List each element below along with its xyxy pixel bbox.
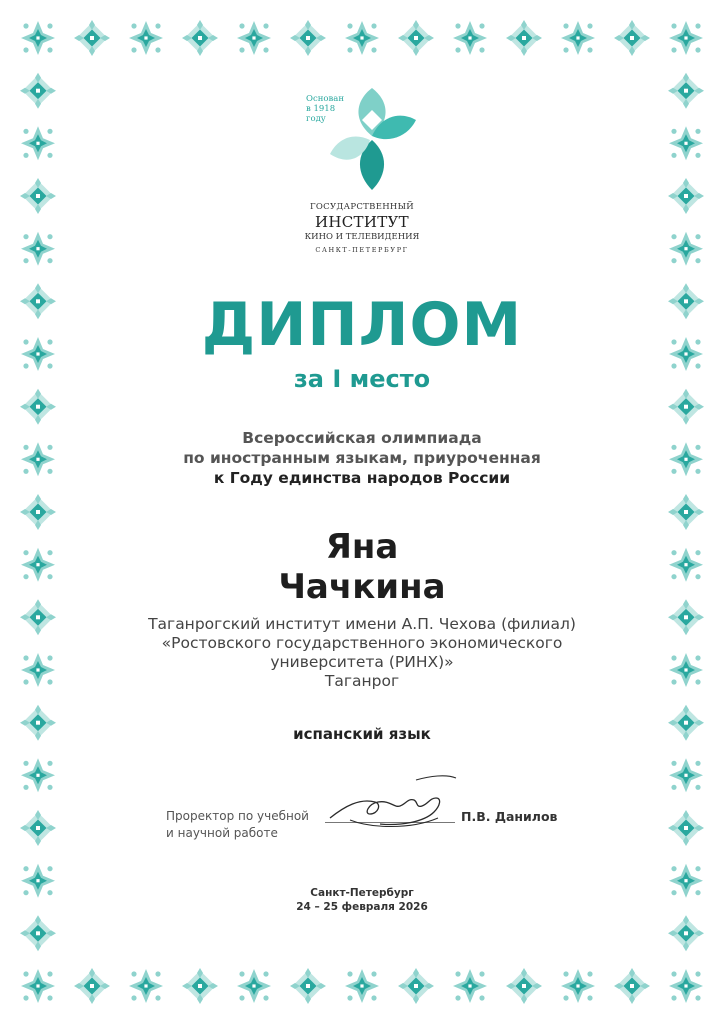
recipient-first-name: Яна (325, 527, 399, 567)
logo-text-line4: САНКТ-ПЕТЕРБУРГ (315, 246, 409, 254)
border-ornament-icon (614, 968, 650, 1004)
border-ornament-icon (237, 21, 271, 55)
border-ornament-icon (506, 20, 542, 56)
border-ornament-icon (20, 810, 56, 846)
border-ornament-icon (20, 494, 56, 530)
border-ornament-icon (614, 20, 650, 56)
logo-flower-icon (322, 80, 422, 198)
place-and-date (0, 886, 724, 914)
border-ornament-icon (669, 21, 703, 55)
border-ornament-icon (561, 969, 595, 1003)
border-ornament-icon (398, 20, 434, 56)
org-line1: Таганрогский институт имени А.П. Чехова (филиал) (148, 615, 576, 633)
logo-text-line2: ИНСТИТУТ (315, 213, 409, 231)
org-line3: университета (РИНХ)» (270, 653, 454, 671)
border-ornament-icon (345, 21, 379, 55)
border-ornament-icon (20, 389, 56, 425)
border-ornament-icon (182, 20, 218, 56)
signer-name: П.В. Данилов (461, 809, 558, 824)
border-ornament-icon (74, 968, 110, 1004)
border-ornament-icon (668, 389, 704, 425)
border-ornament-icon (129, 969, 163, 1003)
logo-text-line3: КИНО И ТЕЛЕВИДЕНИЯ (304, 232, 420, 242)
subject: испанский язык (293, 725, 431, 743)
border-ornament-icon (668, 915, 704, 951)
border-ornament-icon (669, 969, 703, 1003)
border-ornament-icon (21, 21, 55, 55)
border-ornament-icon (237, 969, 271, 1003)
border-ornament-icon (21, 969, 55, 1003)
logo-text-line1: ГОСУДАРСТВЕННЫЙ (309, 202, 415, 212)
border-ornament-icon (668, 73, 704, 109)
footer-date: 24 – 25 февраля 2026 (296, 901, 428, 913)
border-ornament-icon (506, 968, 542, 1004)
border-ornament-icon (668, 178, 704, 214)
signer-role-line1: Проректор по учебной (166, 809, 309, 823)
event-description (0, 428, 724, 488)
border-ornament-icon (20, 73, 56, 109)
border-ornament-icon (453, 21, 487, 55)
border-ornament-icon (129, 21, 163, 55)
award-place: за I место (293, 365, 431, 393)
border-ornament-icon (21, 232, 55, 266)
institute-logo (300, 80, 424, 260)
recipient-last-name: Чачкина (278, 567, 446, 607)
border-ornament-icon (74, 20, 110, 56)
border-ornament-icon (290, 968, 326, 1004)
recipient-name (0, 527, 724, 607)
border-ornament-icon (290, 20, 326, 56)
signer-role (166, 808, 309, 842)
border-ornament-icon (20, 178, 56, 214)
border-ornament-icon (668, 810, 704, 846)
border-ornament-icon (669, 126, 703, 160)
recipient-organization (0, 615, 724, 691)
border-ornament-icon (669, 232, 703, 266)
org-line4: Таганрог (324, 672, 400, 690)
border-ornament-icon (21, 758, 55, 792)
border-ornament-icon (561, 21, 595, 55)
logo-founded-text: Основан в 1918 году (306, 94, 345, 124)
border-ornament-icon (182, 968, 218, 1004)
org-line2: «Ростовского государственного экономического (161, 634, 563, 652)
handwritten-signature-icon (320, 768, 460, 838)
signer-role-line2: и научной работе (166, 826, 278, 840)
diploma-title: ДИПЛОМ (201, 290, 523, 360)
event-line2: по иностранным языкам, приуроченная (183, 449, 541, 467)
border-ornament-icon (21, 126, 55, 160)
footer-city: Санкт-Петербург (310, 887, 414, 899)
event-line3: к Году единства народов России (213, 469, 511, 487)
border-ornament-icon (398, 968, 434, 1004)
event-line1: Всероссийская олимпиада (242, 429, 482, 447)
border-ornament-icon (20, 915, 56, 951)
border-ornament-icon (345, 969, 379, 1003)
border-ornament-icon (669, 758, 703, 792)
border-ornament-icon (453, 969, 487, 1003)
border-ornament-icon (668, 494, 704, 530)
